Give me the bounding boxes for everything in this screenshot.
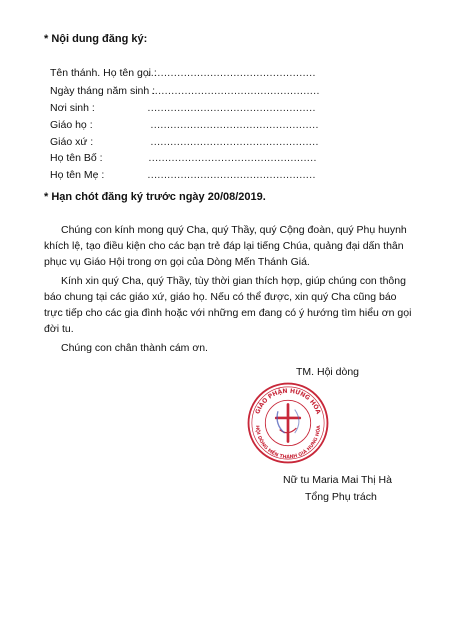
field-blank[interactable]: …………………………………………… [151,85,320,97]
field-label: Giáo xứ : [50,136,94,148]
field-blank[interactable]: …………………………………………… [148,152,317,164]
signatory-name: Nữ tu Maria Mai Thị Hà [283,474,392,486]
stamp-bottom-text: HỘI DÒNG MẾN THÁNH GIÁ HƯNG HÓA [254,425,322,461]
field-blank[interactable]: …………………………………………… [147,67,316,79]
field-blank[interactable]: …………………………………………… [147,102,316,114]
stamp-top-text: GIÁO PHẬN HƯNG HÓA [254,387,322,416]
paragraph: Chúng con chân thành cám ơn. [61,342,208,354]
deadline-note: * Hạn chót đăng ký trước ngày 20/08/2019. [44,191,266,203]
paragraph: Chúng con kính mong quý Cha, quý Thầy, quý Cộng đoàn, quý Phụ huynh khích lệ, tạo điều kiện cho các bạn trẻ đáp lại tiếng Chúa, quảng đại dấn thân phục vụ Giáo Hội trong ơn gọi của Dòng Mến Thánh Giá. [44,224,407,268]
letter-body [44,222,414,356]
field-label: Ngày tháng năm sinh : [50,85,156,97]
signatory-title: Tổng Phụ trách [305,491,377,503]
signature-flourish [277,411,285,433]
paragraph: Kính xin quý Cha, quý Thầy, tùy thời gian thích hợp, giúp chúng con thông báo chung tại các giáo xứ, giáo họ. Nếu có thể được, xin quý Cha cũng báo trực tiếp cho các gia đình hoặc với những em đang có ý hướng tìm hiểu ơn gọi đời tu. [44,275,412,335]
field-blank[interactable]: …………………………………………… [147,169,316,181]
on-behalf-label: TM. Hội dòng [296,366,360,378]
field-label: Nơi sinh : [50,102,95,114]
field-label: Họ tên Bố : [50,152,103,164]
field-label: Họ tên Mẹ : [50,169,105,181]
field-blank[interactable]: …………………………………………… [150,119,319,131]
field-blank[interactable]: …………………………………………… [150,136,319,148]
cross-icon [276,405,300,442]
section-title: * Nội dung đăng ký: [44,33,148,45]
church-seal-stamp [246,381,330,465]
field-label: Tên thánh. Họ tên gọi : [50,67,157,79]
field-label: Giáo họ : [50,119,93,131]
